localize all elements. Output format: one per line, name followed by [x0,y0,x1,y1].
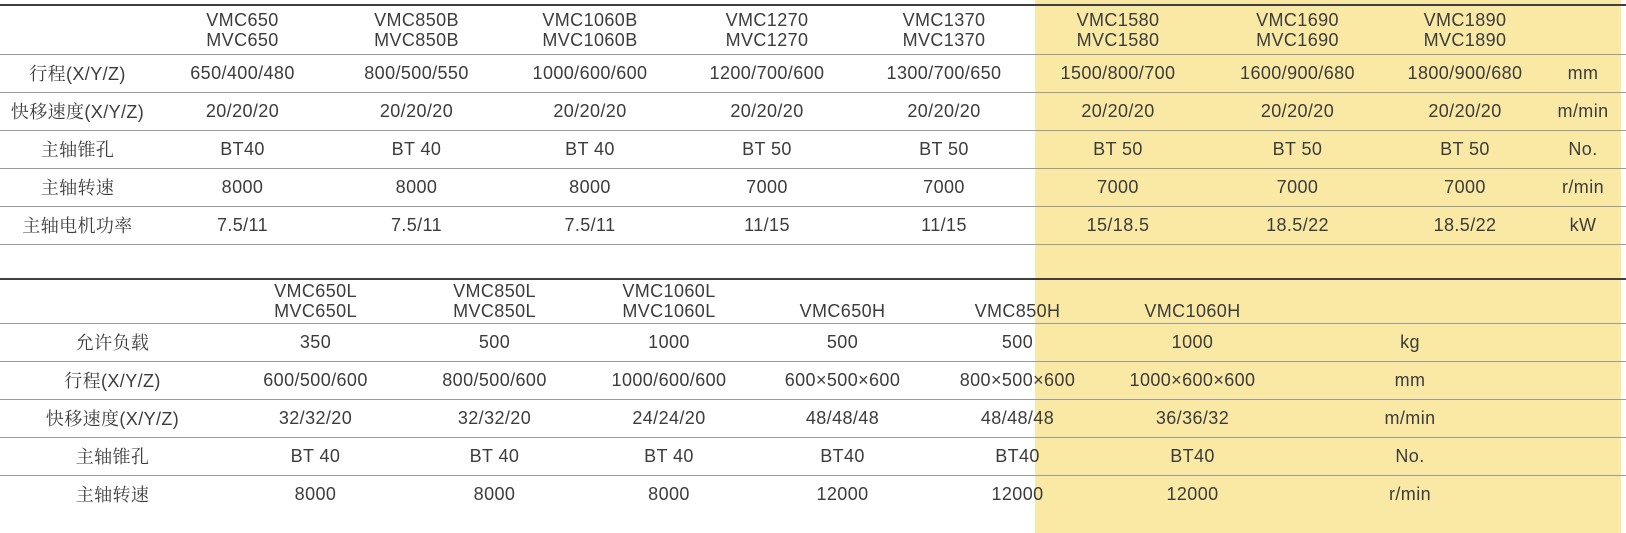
spec-value: BT 40 [391,138,442,159]
unit-header-cell [1280,279,1540,323]
model-name: MVC1370 [902,29,986,50]
spec-value: 1200/700/600 [709,62,825,83]
row-label: 主轴转速 [75,485,150,506]
model-header [330,5,503,54]
model-name: VMC650 [206,9,279,30]
spec-value: 7000 [1097,176,1139,197]
spec-value: 1600/900/680 [1240,62,1355,83]
spec-value: 1000×600×600 [1129,369,1256,390]
spec-row [0,361,1626,399]
model-header [225,279,406,323]
model-name: MVC1890 [1423,29,1507,50]
spec-value: 800/500/600 [442,369,547,390]
spec-value: 7000 [1444,176,1486,197]
spec-value: 1000 [1171,331,1214,352]
spec-value: 18.5/22 [1433,214,1497,235]
spec-value: BT 40 [290,445,341,466]
spec-value: BT40 [820,445,865,466]
model-name: VMC850L [453,281,536,302]
spec-value: 1000/600/600 [532,62,648,83]
model-header [930,279,1105,323]
spec-value: BT 40 [565,138,615,159]
model-header [406,279,583,323]
spacer-cell [1540,437,1626,475]
unit-label: m/min [1557,100,1609,121]
spec-value: 11/15 [921,214,967,235]
model-name: VMC1370 [902,9,986,30]
model-name: VMC1060B [542,9,638,30]
spec-value: 7000 [1276,176,1319,197]
spec-value: 11/15 [744,214,790,235]
spec-row [0,437,1626,475]
model-header [155,5,330,54]
spec-value: 32/32/20 [457,407,532,428]
row-label: 快移速度(X/Y/Z) [10,102,145,122]
spec-value: 7.5/11 [564,214,616,235]
model-name: MVC1580 [1076,29,1160,50]
spec-value: 500 [478,331,511,352]
spec-row [0,323,1626,361]
spec-value: 20/20/20 [205,100,280,121]
spec-value: BT 50 [1093,138,1143,159]
unit-label: No. [1568,138,1598,159]
spec-value: 800×500×600 [959,369,1076,390]
spec-value: BT 40 [469,445,520,466]
spec-row [0,54,1626,92]
row-label: 快移速度(X/Y/Z) [45,409,180,429]
spec-value: 8000 [569,176,611,197]
spec-row [0,206,1626,244]
model-name: MVC1270 [725,29,809,50]
model-name: VMC650L [274,281,357,302]
unit-label: kW [1569,214,1597,235]
model-name: MVC650L [274,301,357,322]
model-name: MVC1690 [1256,29,1339,50]
spec-value: 36/36/32 [1155,407,1230,428]
unit-label: mm [1567,62,1599,83]
spec-value: 8000 [395,176,438,197]
spec-value: 1500/800/700 [1060,62,1176,83]
spec-value: 48/48/48 [980,407,1055,428]
spec-value: 1000/600/600 [611,369,727,390]
model-header-row [0,5,1626,54]
spec-value: 15/18.5 [1086,214,1150,235]
spec-value: BT 50 [1440,138,1490,159]
spec-value: 8000 [473,483,516,504]
model-header [1205,5,1390,54]
model-header [677,5,857,54]
model-name: VMC1060H [1144,301,1241,322]
model-name: MVC1060L [622,301,716,322]
spec-value: 600/500/600 [263,369,368,390]
spec-row [0,92,1626,130]
model-name: VMC1580 [1076,9,1160,30]
spacer-cell [1540,475,1626,513]
model-header [583,279,755,323]
row-label: 允许负载 [75,333,150,353]
spec-value: 350 [299,331,332,352]
row-label: 主轴转速 [40,178,115,198]
model-header [1105,279,1280,323]
spec-value: 20/20/20 [553,100,627,121]
model-header-row [0,279,1626,323]
corner-cell [0,279,225,323]
spec-value: 600×500×600 [784,369,901,390]
spec-value: 20/20/20 [379,100,454,121]
model-name: MVC650 [206,29,279,50]
spec-value: 12000 [1166,483,1219,504]
row-label: 行程(X/Y/Z) [64,371,161,391]
spec-value: 8000 [294,483,337,504]
spec-value: 7000 [923,176,965,197]
unit-label: r/min [1562,176,1604,197]
spec-value: BT 50 [742,138,792,159]
spec-value: 1800/900/680 [1407,62,1523,83]
spec-value: BT40 [995,445,1040,466]
corner-cell [0,5,155,54]
model-name: VMC1890 [1423,9,1507,30]
spec-value: 500 [1001,331,1034,352]
row-label: 行程(X/Y/Z) [29,64,126,84]
spec-value: BT 50 [919,138,969,159]
spec-value: 650/400/480 [190,62,295,83]
spec-row [0,168,1626,206]
spec-value: 32/32/20 [278,407,353,428]
model-header [755,279,930,323]
spec-value: 18.5/22 [1266,214,1329,235]
spec-value: 12000 [816,483,869,504]
model-name: VMC1690 [1256,9,1339,30]
model-header [1390,5,1540,54]
unit-label: kg [1400,331,1420,352]
spec-value: 48/48/48 [805,407,880,428]
spacer-cell [1540,361,1626,399]
spec-value: 20/20/20 [730,100,804,121]
spacer-cell [1540,399,1626,437]
model-header [857,5,1031,54]
model-header [1031,5,1205,54]
spec-table-machining-centers [0,4,1626,245]
spec-value: 20/20/20 [1081,100,1155,121]
spec-row [0,475,1626,513]
unit-label: No. [1395,445,1425,466]
spec-value: BT 50 [1272,138,1323,159]
spec-value: BT40 [220,138,265,159]
spec-row [0,399,1626,437]
unit-label: r/min [1389,483,1431,504]
spacer-cell [1540,279,1626,323]
spec-value: 800/500/550 [364,62,469,83]
model-name: VMC1270 [725,9,809,30]
model-name: MVC850B [374,29,459,50]
model-name: MVC850L [453,301,536,322]
spec-value: 8000 [221,176,264,197]
spec-value: 20/20/20 [1260,100,1335,121]
unit-header-cell [1540,5,1626,54]
spec-value: BT 40 [644,445,694,466]
row-label: 主轴电机功率 [22,216,133,236]
spec-value: BT40 [1170,445,1215,466]
spec-row [0,130,1626,168]
spacer-cell [1540,323,1626,361]
model-name: VMC850H [974,301,1061,322]
spec-value: 12000 [991,483,1044,504]
unit-label: m/min [1384,407,1436,428]
model-name [930,281,1105,301]
spec-value: 8000 [648,483,690,504]
model-name: VMC1060L [622,281,716,302]
spec-value: 7000 [746,176,788,197]
model-name [1105,281,1280,301]
row-label: 主轴锥孔 [75,447,150,467]
spec-value: 24/24/20 [632,407,706,428]
model-name: MVC1060B [542,29,638,50]
spec-value: 1000 [648,331,690,352]
model-name: VMC850B [374,9,459,30]
spec-value: 7.5/11 [216,214,269,235]
model-name: VMC650H [799,301,886,322]
spec-value: 7.5/11 [390,214,443,235]
unit-label: mm [1394,369,1426,390]
row-label: 主轴锥孔 [40,140,115,160]
spec-value: 500 [826,331,859,352]
spec-value: 20/20/20 [907,100,981,121]
model-header [503,5,677,54]
spec-table-l-h-models [0,278,1626,513]
spec-value: 1300/700/650 [886,62,1002,83]
model-name [755,281,930,301]
spec-value: 20/20/20 [1428,100,1502,121]
